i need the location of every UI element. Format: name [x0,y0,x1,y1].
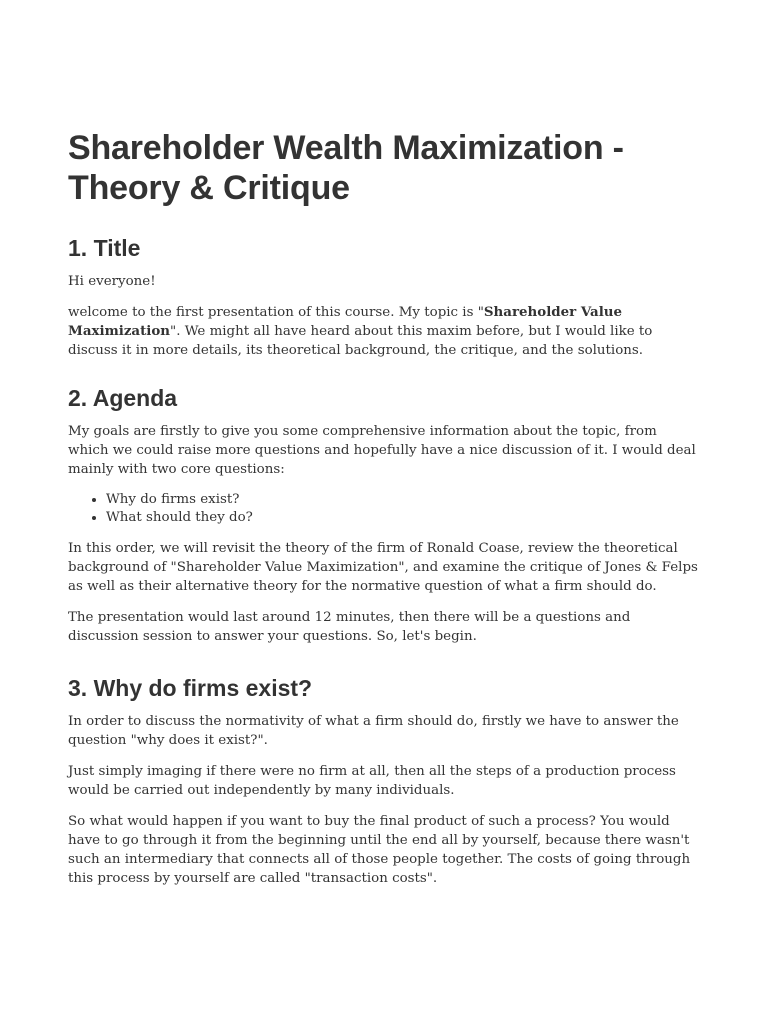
why-firms-paragraph-2: Just simply imaging if there were no firm at all, then all the steps of a production process would be carried out independently by many individuals. [68,764,676,798]
agenda-question-list [68,491,700,527]
intro-topic-bold: Shareholder Value Maximization [68,304,623,339]
section-title [68,234,700,360]
section-why-firms-exist [68,674,700,888]
section-heading-agenda: 2. Agenda [68,385,178,411]
list-item: • What should they do? [106,509,700,527]
intro-text-before: welcome to the first presentation of this course. My topic is " [68,305,484,320]
why-firms-paragraph-3: So what would happen if you want to buy the final product of such a process? You would have to go through it from the beginning until the end all by yourself, because there wasn't such an intermediary that connects all of those people together. The costs of going through this process by yourself are called "transaction costs". [68,814,691,886]
document-page [68,128,700,916]
document-title: Shareholder Wealth Maximization - Theory & Critique [68,129,624,207]
section-agenda [68,384,700,646]
agenda-paragraph-3: The presentation would last around 12 minutes, then there will be a questions and discussion session to answer your questions. So, let's begin. [68,610,631,644]
intro-text-after: ". We might all have heard about this maxim before, but I would like to discuss it in more details, its theoretical background, the critique, and the solutions. [68,324,653,358]
agenda-paragraph-1: My goals are firstly to give you some comprehensive information about the topic, from which we could raise more questions and hopefully have a nice discussion of it. I would deal mainly with two core questions: [68,424,696,477]
greeting-paragraph: Hi everyone! [68,274,156,289]
section-heading-why-firms: 3. Why do firms exist? [68,675,313,701]
agenda-paragraph-2: In this order, we will revisit the theory of the firm of Ronald Coase, review the theoretical background of "Shareholder Value Maximization", and examine the critique of Jones & Felps as well as their alternative theory for the normative question of what a firm should do. [68,541,698,594]
intro-paragraph [68,303,700,360]
why-firms-paragraph-1: In order to discuss the normativity of what a firm should do, firstly we have to answer the question "why does it exist?". [68,714,679,748]
section-heading-title: 1. Title [68,235,141,261]
list-item: • Why do firms exist? [106,491,700,509]
